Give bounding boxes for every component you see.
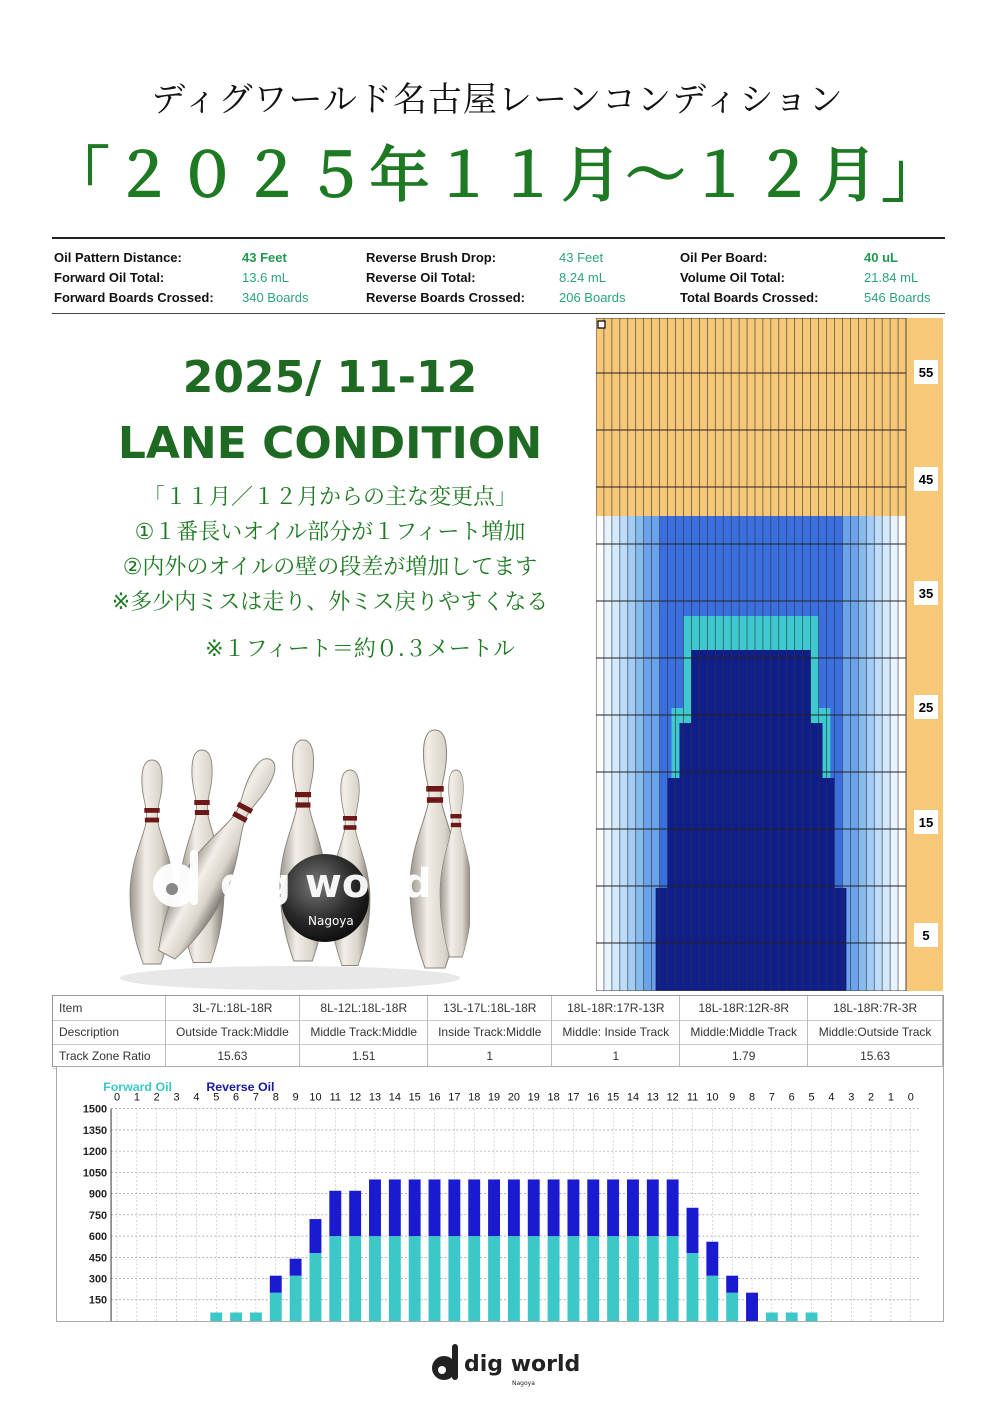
bar-forward-oil <box>389 1236 401 1321</box>
x-tick-label: 18 <box>468 1091 481 1104</box>
bar-forward-oil <box>409 1236 421 1321</box>
lane-oil-cell <box>604 516 612 991</box>
x-tick-label: 17 <box>448 1091 461 1104</box>
lane-origin-marker <box>598 321 605 328</box>
stat-label: Total Boards Crossed: <box>680 290 819 305</box>
notes-item-2: ②内外のオイルの壁の段差が増加してます <box>122 555 538 580</box>
stat-value: 8.24 mL <box>559 270 606 285</box>
bar-forward-oil <box>687 1253 699 1321</box>
x-tick-label: 7 <box>252 1091 259 1104</box>
table-cell: 13L-17L:18L-18R <box>428 996 552 1020</box>
bar-forward-oil <box>429 1236 441 1321</box>
logo-brand-text: dig world <box>220 861 432 907</box>
lane-oil-cell <box>882 516 890 991</box>
notes-item-1: ①１番長いオイル部分が１フィート増加 <box>134 520 526 545</box>
stat-label: Oil Pattern Distance: <box>54 250 182 265</box>
x-tick-label: 5 <box>213 1091 220 1104</box>
bar-forward-oil <box>786 1313 798 1321</box>
distance-label: 15 <box>918 815 934 830</box>
pins-shadow <box>120 966 460 990</box>
lane-oil-cell <box>858 516 866 991</box>
y-tick-label: 150 <box>88 1294 108 1307</box>
distance-label: 45 <box>918 472 934 487</box>
pin <box>440 770 470 957</box>
bar-forward-oil <box>270 1293 282 1321</box>
table-row <box>53 1020 943 1044</box>
x-tick-label: 16 <box>428 1091 441 1104</box>
x-tick-label: 3 <box>848 1091 855 1104</box>
bar-reverse-oil <box>528 1179 540 1236</box>
distance-label: 25 <box>918 700 934 715</box>
stat-value: 40 uL <box>864 250 898 265</box>
stat-value: 206 Boards <box>559 290 626 305</box>
bar-forward-oil <box>508 1236 520 1321</box>
bar-forward-oil <box>369 1236 381 1321</box>
bar-reverse-oil <box>726 1276 738 1293</box>
table-cell: 18L-18R:7R-3R <box>808 996 943 1020</box>
page-title: ディグワールド名古屋レーンコンディション <box>151 80 844 120</box>
row-header: Item <box>53 996 165 1020</box>
x-tick-label: 10 <box>309 1091 322 1104</box>
table-cell: Middle Track:Middle <box>300 1020 428 1044</box>
stat-label: Reverse Oil Total: <box>366 270 476 285</box>
x-tick-label: 19 <box>487 1091 501 1104</box>
table-cell: 1 <box>552 1044 680 1068</box>
bar-forward-oil <box>607 1236 619 1321</box>
bar-forward-oil <box>448 1236 460 1321</box>
x-tick-label: 11 <box>686 1091 699 1104</box>
x-tick-label: 2 <box>868 1091 875 1104</box>
y-tick-label: 600 <box>88 1231 108 1244</box>
bar-forward-oil <box>766 1313 778 1321</box>
track-zone-table <box>52 995 944 1067</box>
bar-forward-oil <box>349 1236 361 1321</box>
x-tick-label: 10 <box>706 1091 719 1104</box>
distance-label: 35 <box>918 586 934 601</box>
stat-label: Forward Boards Crossed: <box>54 290 214 305</box>
bar-reverse-oil <box>627 1179 639 1236</box>
bar-reverse-oil <box>647 1179 659 1236</box>
bar-forward-oil <box>667 1236 679 1321</box>
bar-reverse-oil <box>369 1179 381 1236</box>
lane-heading-title: LANE CONDITION <box>117 418 543 469</box>
stat-value: 43 Feet <box>559 250 604 265</box>
x-tick-label: 15 <box>408 1091 421 1104</box>
distance-label: 5 <box>922 928 930 943</box>
y-tick-label: 900 <box>88 1188 108 1201</box>
bar-reverse-oil <box>687 1208 699 1253</box>
bowling-pins-image <box>110 720 470 990</box>
table-cell: Middle: Inside Track <box>552 1020 680 1044</box>
oil-stats-panel <box>52 237 945 314</box>
lane-oil-cell <box>850 516 858 991</box>
bar-reverse-oil <box>389 1179 401 1236</box>
lane-oil-graph <box>596 318 943 991</box>
table-cell: 8L-12L:18L-18R <box>300 996 428 1020</box>
bar-reverse-oil <box>607 1179 619 1236</box>
bar-forward-oil <box>468 1236 480 1321</box>
stat-label: Oil Per Board: <box>680 250 768 265</box>
bar-forward-oil <box>806 1313 818 1321</box>
bar-reverse-oil <box>310 1219 322 1253</box>
table-cell: Middle:Middle Track <box>680 1020 808 1044</box>
bar-forward-oil <box>250 1313 262 1321</box>
x-tick-label: 8 <box>272 1091 279 1104</box>
x-tick-label: 0 <box>907 1091 914 1104</box>
bar-forward-oil <box>726 1293 738 1321</box>
lane-oil-cell <box>596 516 604 991</box>
bar-forward-oil <box>587 1236 599 1321</box>
bar-reverse-oil <box>567 1179 579 1236</box>
table-cell: 15.63 <box>808 1044 943 1068</box>
bar-reverse-oil <box>587 1179 599 1236</box>
stat-value: 21.84 mL <box>864 270 919 285</box>
bar-reverse-oil <box>429 1179 441 1236</box>
stat-label: Reverse Brush Drop: <box>366 250 497 265</box>
legend-forward-oil: Forward Oil <box>103 1079 172 1094</box>
lane-oil-cell <box>620 516 628 991</box>
x-tick-label: 1 <box>133 1091 140 1104</box>
lane-oil-cell <box>612 516 620 991</box>
bar-forward-oil <box>706 1276 718 1321</box>
x-tick-label: 14 <box>626 1091 640 1104</box>
table-cell: Outside Track:Middle <box>165 1020 300 1044</box>
x-tick-label: 1 <box>887 1091 894 1104</box>
table-cell: 1.79 <box>680 1044 808 1068</box>
x-tick-label: 11 <box>329 1091 341 1104</box>
x-tick-label: 20 <box>507 1091 520 1104</box>
y-tick-label: 750 <box>88 1209 108 1222</box>
y-tick-label: 1050 <box>82 1167 108 1180</box>
footer-brand-text: dig world <box>464 1352 580 1377</box>
stat-label: Reverse Boards Crossed: <box>366 290 525 305</box>
row-header: Track Zone Ratio <box>53 1044 165 1068</box>
table-cell: Middle:Outside Track <box>808 1020 943 1044</box>
x-tick-label: 14 <box>388 1091 401 1104</box>
bar-reverse-oil <box>667 1179 679 1236</box>
footer-location-text: Nagoya <box>512 1380 535 1387</box>
page-subtitle: 「２０２５年１１月～１２月」 <box>49 141 946 211</box>
logo-location-text: Nagoya <box>308 914 354 928</box>
x-tick-label: 9 <box>292 1091 299 1104</box>
x-tick-label: 15 <box>607 1091 620 1104</box>
x-tick-label: 17 <box>567 1091 580 1104</box>
bar-forward-oil <box>310 1253 322 1321</box>
bar-forward-oil <box>290 1276 302 1321</box>
bar-reverse-oil <box>488 1179 500 1236</box>
table-row <box>53 996 943 1020</box>
notes-item-4: ※１フィート＝約０.３メートル <box>205 637 515 662</box>
x-tick-label: 7 <box>768 1091 775 1104</box>
bar-reverse-oil <box>448 1179 460 1236</box>
bar-reverse-oil <box>746 1293 758 1321</box>
x-tick-label: 18 <box>547 1091 560 1104</box>
x-tick-label: 4 <box>828 1091 835 1104</box>
oil-volume-chart <box>56 1066 944 1322</box>
x-tick-label: 19 <box>527 1091 540 1104</box>
x-tick-label: 9 <box>729 1091 736 1104</box>
bar-forward-oil <box>647 1236 659 1321</box>
bar-forward-oil <box>627 1236 639 1321</box>
legend-reverse-oil: Reverse Oil <box>206 1079 275 1094</box>
lane-oil-cell <box>636 516 644 991</box>
bar-reverse-oil <box>290 1259 302 1276</box>
lane-oil-cell <box>628 516 636 991</box>
x-tick-label: 0 <box>113 1091 121 1104</box>
x-tick-label: 6 <box>788 1091 795 1104</box>
bar-reverse-oil <box>706 1242 718 1276</box>
bar-forward-oil <box>528 1236 540 1321</box>
x-tick-label: 3 <box>173 1091 180 1104</box>
y-tick-label: 1500 <box>82 1103 108 1116</box>
table-row <box>53 1044 943 1068</box>
x-tick-label: 5 <box>808 1091 815 1104</box>
x-tick-label: 4 <box>193 1091 200 1104</box>
stat-value: 546 Boards <box>864 290 931 305</box>
stat-label: Forward Oil Total: <box>54 270 165 285</box>
table-cell: Inside Track:Middle <box>428 1020 552 1044</box>
chart-bars <box>210 1179 817 1321</box>
lane-condition-heading <box>40 345 620 477</box>
stat-value: 13.6 mL <box>242 270 289 285</box>
lane-oil-cell <box>656 888 847 991</box>
change-notes <box>40 480 620 667</box>
table-cell: 15.63 <box>165 1044 300 1068</box>
table-cell: 18L-18R:17R-13R <box>552 996 680 1020</box>
x-tick-label: 13 <box>368 1091 382 1104</box>
y-tick-label: 450 <box>88 1252 108 1265</box>
lane-oil-cell <box>866 516 874 991</box>
stat-label: Volume Oil Total: <box>680 270 785 285</box>
bar-reverse-oil <box>349 1191 361 1236</box>
bar-reverse-oil <box>329 1191 341 1236</box>
stat-value: 43 Feet <box>242 250 287 265</box>
bar-reverse-oil <box>468 1179 480 1236</box>
footer-logo <box>430 1338 580 1388</box>
y-tick-label: 300 <box>88 1273 108 1286</box>
distance-label: 55 <box>918 365 934 380</box>
bar-reverse-oil <box>270 1276 282 1293</box>
x-tick-label: 12 <box>349 1091 362 1104</box>
notes-item-3: ※多少内ミスは走り、外ミス戻りやすくなる <box>111 590 549 615</box>
lane-heading-date: 2025/ 11-12 <box>182 352 478 403</box>
y-tick-label: 1350 <box>82 1124 108 1137</box>
lane-oil-cell <box>890 516 898 991</box>
table-cell: 18L-18R:12R-8R <box>680 996 808 1020</box>
y-axis-ticks <box>83 1104 107 1307</box>
x-tick-label: 8 <box>748 1091 756 1104</box>
bar-forward-oil <box>210 1313 222 1321</box>
x-tick-label: 2 <box>153 1091 160 1104</box>
bar-forward-oil <box>329 1236 341 1321</box>
notes-heading: 「１１月／１２月からの主な変更点」 <box>142 485 517 510</box>
bar-forward-oil <box>488 1236 500 1321</box>
lane-oil-cell <box>660 556 843 616</box>
row-header: Description <box>53 1020 165 1044</box>
table-cell: 3L-7L:18L-18R <box>165 996 300 1020</box>
bar-forward-oil <box>567 1236 579 1321</box>
lane-oil-cell <box>874 516 882 991</box>
lane-oil-pattern <box>596 516 906 991</box>
y-tick-label: 1200 <box>82 1146 108 1159</box>
bar-reverse-oil <box>409 1179 421 1236</box>
bar-reverse-oil <box>508 1179 520 1236</box>
bar-forward-oil <box>230 1313 242 1321</box>
x-tick-label: 12 <box>666 1091 679 1104</box>
x-tick-label: 16 <box>587 1091 600 1104</box>
stat-value: 340 Boards <box>242 290 309 305</box>
table-cell: 1.51 <box>300 1044 428 1068</box>
bar-reverse-oil <box>548 1179 560 1236</box>
lane-oil-cell <box>644 516 652 991</box>
bar-forward-oil <box>548 1236 560 1321</box>
x-tick-label: 13 <box>646 1091 659 1104</box>
x-tick-label: 6 <box>233 1091 240 1104</box>
lane-oil-cell <box>898 516 906 991</box>
table-cell: 1 <box>428 1044 552 1068</box>
